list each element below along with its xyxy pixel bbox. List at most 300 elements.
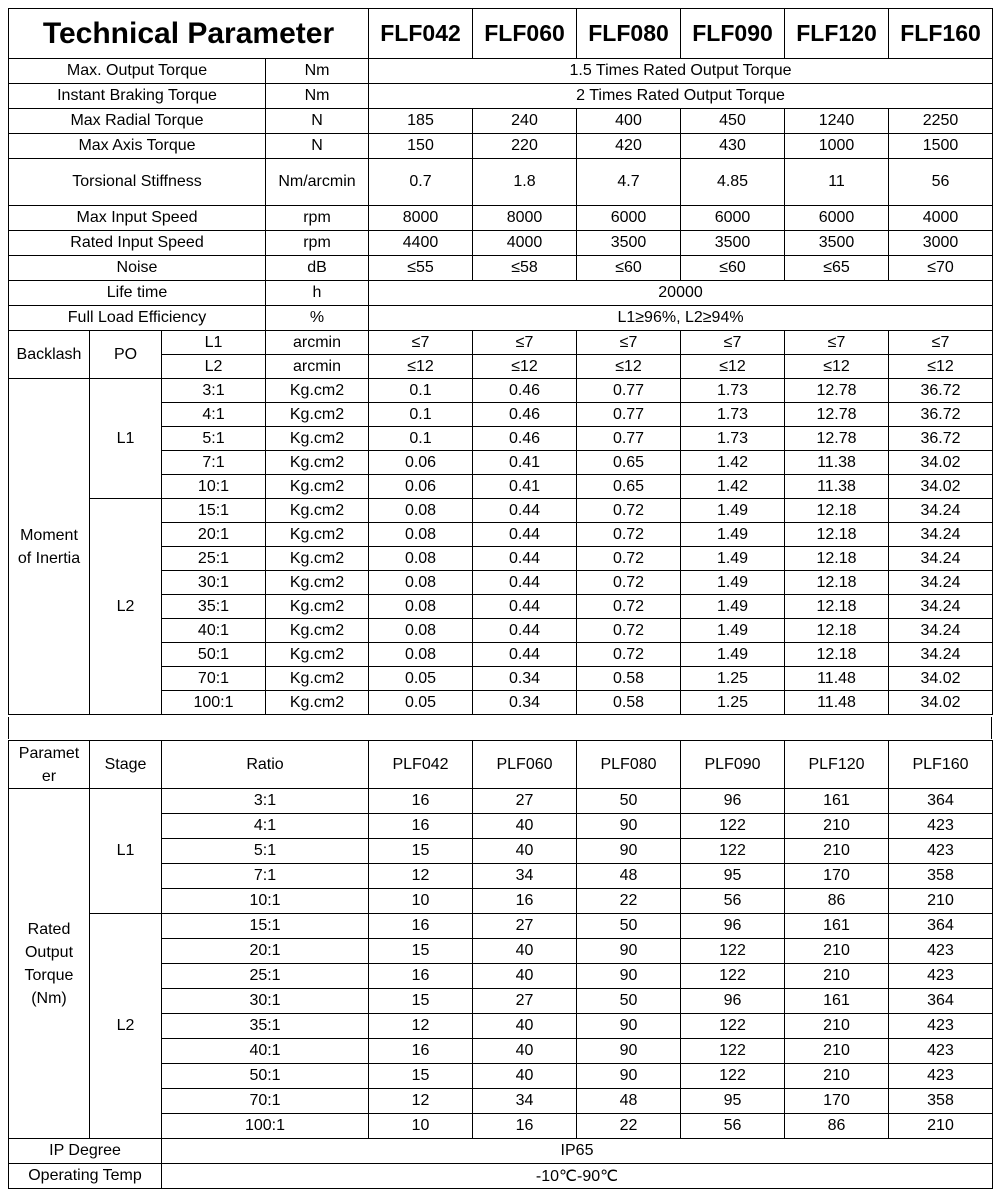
value-cell: 122 [681,1064,785,1089]
value-cell: 0.65 [577,475,681,499]
value-cell: 40 [473,964,577,989]
value-cell: ≤7 [369,331,473,355]
value-cell: 34.02 [889,667,993,691]
value-cell: 34.02 [889,691,993,715]
ratio-cell: 5:1 [162,427,266,451]
unit-cell: Kg.cm2 [266,547,369,571]
ratio-cell: 15:1 [162,914,369,939]
value-cell: 12.18 [785,547,889,571]
stage-cell: L2 [162,355,266,379]
ratio-cell: 50:1 [162,1064,369,1089]
stage-cell: L1 [162,331,266,355]
parameter-header-line: Paramet [18,744,80,762]
rated-output-section [9,789,993,1139]
value-cell: 12.18 [785,499,889,523]
ratio-cell: 70:1 [162,1089,369,1114]
value-cell: 12 [369,1089,473,1114]
value-cell: 1.49 [681,619,785,643]
ratio-cell: 3:1 [162,789,369,814]
ratio-cell: 20:1 [162,523,266,547]
value-cell: 48 [577,1089,681,1114]
value-cell: 12.18 [785,643,889,667]
value-cell: 34 [473,864,577,889]
value-cell: 96 [681,989,785,1014]
value-cell: 90 [577,839,681,864]
model-header: FLF042 [369,9,473,59]
backlash-po: PO [90,331,162,379]
unit-cell: Kg.cm2 [266,403,369,427]
value-cell: 210 [889,889,993,914]
rated-torque-label-line: Output [24,943,74,961]
value-cell: 34.24 [889,643,993,667]
value-cell: 0.08 [369,643,473,667]
value-cell: 34 [473,1089,577,1114]
value-cell: 1.42 [681,475,785,499]
value-cell: 0.72 [577,547,681,571]
section-gap [8,717,992,739]
value-cell: 1.49 [681,547,785,571]
value-cell: 95 [681,1089,785,1114]
value-cell: 210 [785,939,889,964]
value-cell: 430 [681,134,785,159]
value-cell: 358 [889,864,993,889]
moment-of-inertia-section [9,379,993,715]
value-cell: 0.72 [577,499,681,523]
ratio-cell: 4:1 [162,403,266,427]
value-cell: 240 [473,109,577,134]
value-cell: 12.18 [785,619,889,643]
value-cell: 0.58 [577,691,681,715]
value-cell: 40 [473,814,577,839]
value-cell: 96 [681,914,785,939]
value-cell: 96 [681,789,785,814]
value-cell: 16 [369,789,473,814]
value-cell: 122 [681,814,785,839]
value-cell: 15 [369,989,473,1014]
value-cell: 423 [889,964,993,989]
value-cell: 0.72 [577,643,681,667]
value-cell: 423 [889,1039,993,1064]
value-cell: 1.73 [681,379,785,403]
ratio-cell: 40:1 [162,1039,369,1064]
value-cell: 122 [681,1039,785,1064]
table-row [9,306,993,331]
value-cell: 22 [577,889,681,914]
unit-cell: Kg.cm2 [266,595,369,619]
value-cell: 0.44 [473,619,577,643]
unit-cell: Nm/arcmin [266,159,369,206]
value-cell: 150 [369,134,473,159]
merged-value: L1≥96%, L2≥94% [369,306,993,331]
value-cell: 4000 [889,206,993,231]
ratio-cell: 7:1 [162,864,369,889]
ratio-cell: 20:1 [162,939,369,964]
value-cell: ≤55 [369,256,473,281]
ratio-cell: 30:1 [162,989,369,1014]
value-cell: 1.25 [681,667,785,691]
unit-cell: arcmin [266,331,369,355]
value-cell: 170 [785,864,889,889]
merged-value: 2 Times Rated Output Torque [369,84,993,109]
value-cell: 11 [785,159,889,206]
unit-cell: Kg.cm2 [266,691,369,715]
value-cell: 34.24 [889,547,993,571]
value-cell: 22 [577,1114,681,1139]
ip-degree-value: IP65 [162,1139,993,1164]
value-cell: 220 [473,134,577,159]
value-cell: 0.05 [369,667,473,691]
value-cell: 34.24 [889,523,993,547]
value-cell: 0.46 [473,403,577,427]
table-row [9,84,993,109]
ratio-cell: 50:1 [162,643,266,667]
table-row [9,206,993,231]
value-cell: 34.24 [889,619,993,643]
value-cell: 161 [785,989,889,1014]
value-cell: 0.44 [473,499,577,523]
value-cell: 210 [785,814,889,839]
ip-degree-label: IP Degree [9,1139,162,1164]
value-cell: 15 [369,1064,473,1089]
value-cell: 16 [369,964,473,989]
value-cell: 15 [369,939,473,964]
value-cell: 56 [889,159,993,206]
value-cell: 3500 [681,231,785,256]
value-cell: 12 [369,864,473,889]
value-cell: 1000 [785,134,889,159]
value-cell: 1.73 [681,403,785,427]
value-cell: 27 [473,989,577,1014]
value-cell: ≤7 [785,331,889,355]
value-cell: 95 [681,864,785,889]
unit-cell: rpm [266,231,369,256]
model-header: PLF160 [889,741,993,789]
unit-cell: arcmin [266,355,369,379]
stage-header: Stage [90,741,162,789]
value-cell: 12.78 [785,403,889,427]
value-cell: 8000 [473,206,577,231]
value-cell: ≤60 [577,256,681,281]
unit-cell: Kg.cm2 [266,451,369,475]
value-cell: 0.77 [577,403,681,427]
value-cell: 0.46 [473,379,577,403]
value-cell: 450 [681,109,785,134]
value-cell: 40 [473,839,577,864]
stage-cell: L1 [90,789,162,914]
value-cell: 1.49 [681,523,785,547]
value-cell: 1.49 [681,571,785,595]
ratio-cell: 10:1 [162,889,369,914]
value-cell: 0.08 [369,547,473,571]
table-row [9,231,993,256]
value-cell: 0.41 [473,475,577,499]
param-label: Torsional Stiffness [9,159,266,206]
unit-cell: Nm [266,84,369,109]
value-cell: ≤7 [473,331,577,355]
model-header: FLF060 [473,9,577,59]
parameter-header [9,741,90,789]
rated-output-torque-table [8,740,993,1189]
table-row [9,134,993,159]
value-cell: 90 [577,1014,681,1039]
value-cell: 0.44 [473,571,577,595]
table-row [9,159,993,206]
ratio-cell: 35:1 [162,1014,369,1039]
value-cell: 423 [889,1014,993,1039]
value-cell: 1.49 [681,595,785,619]
value-cell: 16 [473,889,577,914]
value-cell: ≤7 [577,331,681,355]
value-cell: 1.42 [681,451,785,475]
ratio-cell: 15:1 [162,499,266,523]
value-cell: 0.06 [369,451,473,475]
unit-cell: Kg.cm2 [266,667,369,691]
unit-cell: Kg.cm2 [266,619,369,643]
inertia-label [9,379,90,715]
value-cell: 11.38 [785,475,889,499]
value-cell: 423 [889,839,993,864]
value-cell: 4.7 [577,159,681,206]
value-cell: 27 [473,789,577,814]
value-cell: 210 [785,1039,889,1064]
value-cell: 3500 [577,231,681,256]
value-cell: 10 [369,889,473,914]
ratio-cell: 25:1 [162,547,266,571]
operating-temp-label: Operating Temp [9,1164,162,1189]
value-cell: 0.08 [369,619,473,643]
value-cell: 210 [889,1114,993,1139]
model-header: PLF060 [473,741,577,789]
value-cell: 185 [369,109,473,134]
param-label: Instant Braking Torque [9,84,266,109]
value-cell: 36.72 [889,403,993,427]
param-label: Max Input Speed [9,206,266,231]
value-cell: 12.18 [785,523,889,547]
ratio-cell: 10:1 [162,475,266,499]
unit-cell: Kg.cm2 [266,499,369,523]
value-cell: 50 [577,789,681,814]
unit-cell: Kg.cm2 [266,643,369,667]
model-header: PLF120 [785,741,889,789]
merged-value: 1.5 Times Rated Output Torque [369,59,993,84]
param-label: Max Radial Torque [9,109,266,134]
value-cell: 0.44 [473,643,577,667]
value-cell: 0.08 [369,499,473,523]
value-cell: ≤60 [681,256,785,281]
value-cell: 210 [785,1014,889,1039]
value-cell: 0.7 [369,159,473,206]
model-header: PLF080 [577,741,681,789]
stage-cell: L2 [90,499,162,715]
stage-cell: L1 [90,379,162,499]
value-cell: 423 [889,1064,993,1089]
value-cell: 0.08 [369,523,473,547]
value-cell: 0.72 [577,595,681,619]
value-cell: 0.08 [369,595,473,619]
value-cell: 6000 [785,206,889,231]
value-cell: 1.73 [681,427,785,451]
value-cell: 4000 [473,231,577,256]
value-cell: 48 [577,864,681,889]
value-cell: 16 [473,1114,577,1139]
ratio-cell: 3:1 [162,379,266,403]
value-cell: 36.72 [889,427,993,451]
value-cell: 122 [681,964,785,989]
table-title: Technical Parameter [9,9,369,59]
param-label: Life time [9,281,266,306]
value-cell: 0.58 [577,667,681,691]
value-cell: 1240 [785,109,889,134]
value-cell: 0.1 [369,379,473,403]
ratio-cell: 100:1 [162,1114,369,1139]
value-cell: ≤12 [785,355,889,379]
value-cell: 0.77 [577,427,681,451]
rated-torque-label [9,789,90,1139]
value-cell: 15 [369,839,473,864]
value-cell: 12 [369,1014,473,1039]
model-header: FLF080 [577,9,681,59]
param-label: Max Axis Torque [9,134,266,159]
table-row [9,281,993,306]
value-cell: 12.18 [785,595,889,619]
value-cell: 364 [889,789,993,814]
technical-parameter-table [8,8,993,715]
value-cell: 16 [369,914,473,939]
table-row [9,1139,993,1164]
value-cell: 161 [785,914,889,939]
value-cell: 0.77 [577,379,681,403]
value-cell: 364 [889,914,993,939]
ratio-cell: 7:1 [162,451,266,475]
value-cell: 0.08 [369,571,473,595]
value-cell: ≤70 [889,256,993,281]
table-row [9,59,993,84]
value-cell: 40 [473,1039,577,1064]
table-row [9,379,993,403]
inertia-label-line: of Inertia [17,549,81,567]
table-row [9,914,993,939]
unit-cell: h [266,281,369,306]
unit-cell: N [266,134,369,159]
value-cell: 4400 [369,231,473,256]
ratio-cell: 30:1 [162,571,266,595]
model-header: FLF160 [889,9,993,59]
table-row [9,1164,993,1189]
value-cell: 420 [577,134,681,159]
value-cell: 11.38 [785,451,889,475]
ratio-cell: 5:1 [162,839,369,864]
table-row [9,109,993,134]
value-cell: 1.25 [681,691,785,715]
rated-torque-label-line: (Nm) [31,989,67,1007]
value-cell: 210 [785,1064,889,1089]
param-label: Rated Input Speed [9,231,266,256]
value-cell: 0.72 [577,571,681,595]
value-cell: 34.24 [889,571,993,595]
value-cell: 0.44 [473,595,577,619]
param-label: Max. Output Torque [9,59,266,84]
value-cell: 56 [681,1114,785,1139]
param-label: Noise [9,256,266,281]
value-cell: 0.34 [473,667,577,691]
ratio-cell: 25:1 [162,964,369,989]
inertia-label-line: Moment [20,526,78,544]
value-cell: 6000 [681,206,785,231]
value-cell: 6000 [577,206,681,231]
value-cell: 2250 [889,109,993,134]
unit-cell: Kg.cm2 [266,475,369,499]
value-cell: 86 [785,1114,889,1139]
value-cell: 34.24 [889,499,993,523]
value-cell: ≤7 [681,331,785,355]
value-cell: 10 [369,1114,473,1139]
table-row [9,256,993,281]
value-cell: 11.48 [785,667,889,691]
value-cell: 86 [785,889,889,914]
value-cell: 0.72 [577,619,681,643]
ratio-cell: 4:1 [162,814,369,839]
value-cell: 1.8 [473,159,577,206]
value-cell: 170 [785,1089,889,1114]
value-cell: 27 [473,914,577,939]
model-header: PLF042 [369,741,473,789]
value-cell: 40 [473,1014,577,1039]
value-cell: ≤58 [473,256,577,281]
value-cell: 400 [577,109,681,134]
header-row [9,741,993,789]
value-cell: 16 [369,1039,473,1064]
value-cell: 210 [785,839,889,864]
value-cell: 34.02 [889,475,993,499]
value-cell: 3500 [785,231,889,256]
value-cell: 50 [577,989,681,1014]
value-cell: 1500 [889,134,993,159]
unit-cell: Kg.cm2 [266,571,369,595]
value-cell: ≤7 [889,331,993,355]
value-cell: 423 [889,939,993,964]
ratio-cell: 40:1 [162,619,266,643]
value-cell: 0.44 [473,547,577,571]
value-cell: 0.34 [473,691,577,715]
value-cell: 0.65 [577,451,681,475]
param-label: Full Load Efficiency [9,306,266,331]
stage-cell: L2 [90,914,162,1139]
unit-cell: % [266,306,369,331]
ratio-cell: 100:1 [162,691,266,715]
value-cell: 12.78 [785,427,889,451]
model-header: FLF120 [785,9,889,59]
value-cell: ≤12 [681,355,785,379]
value-cell: 12.18 [785,571,889,595]
value-cell: 358 [889,1089,993,1114]
unit-cell: N [266,109,369,134]
value-cell: 12.78 [785,379,889,403]
ratio-cell: 70:1 [162,667,266,691]
value-cell: 0.41 [473,451,577,475]
model-header: PLF090 [681,741,785,789]
value-cell: 40 [473,939,577,964]
value-cell: ≤12 [369,355,473,379]
unit-cell: Nm [266,59,369,84]
operating-temp-value: -10℃-90℃ [162,1164,993,1189]
value-cell: ≤12 [889,355,993,379]
value-cell: 0.72 [577,523,681,547]
unit-cell: Kg.cm2 [266,523,369,547]
value-cell: 0.1 [369,403,473,427]
value-cell: 0.06 [369,475,473,499]
table-row [9,331,993,355]
value-cell: 3000 [889,231,993,256]
